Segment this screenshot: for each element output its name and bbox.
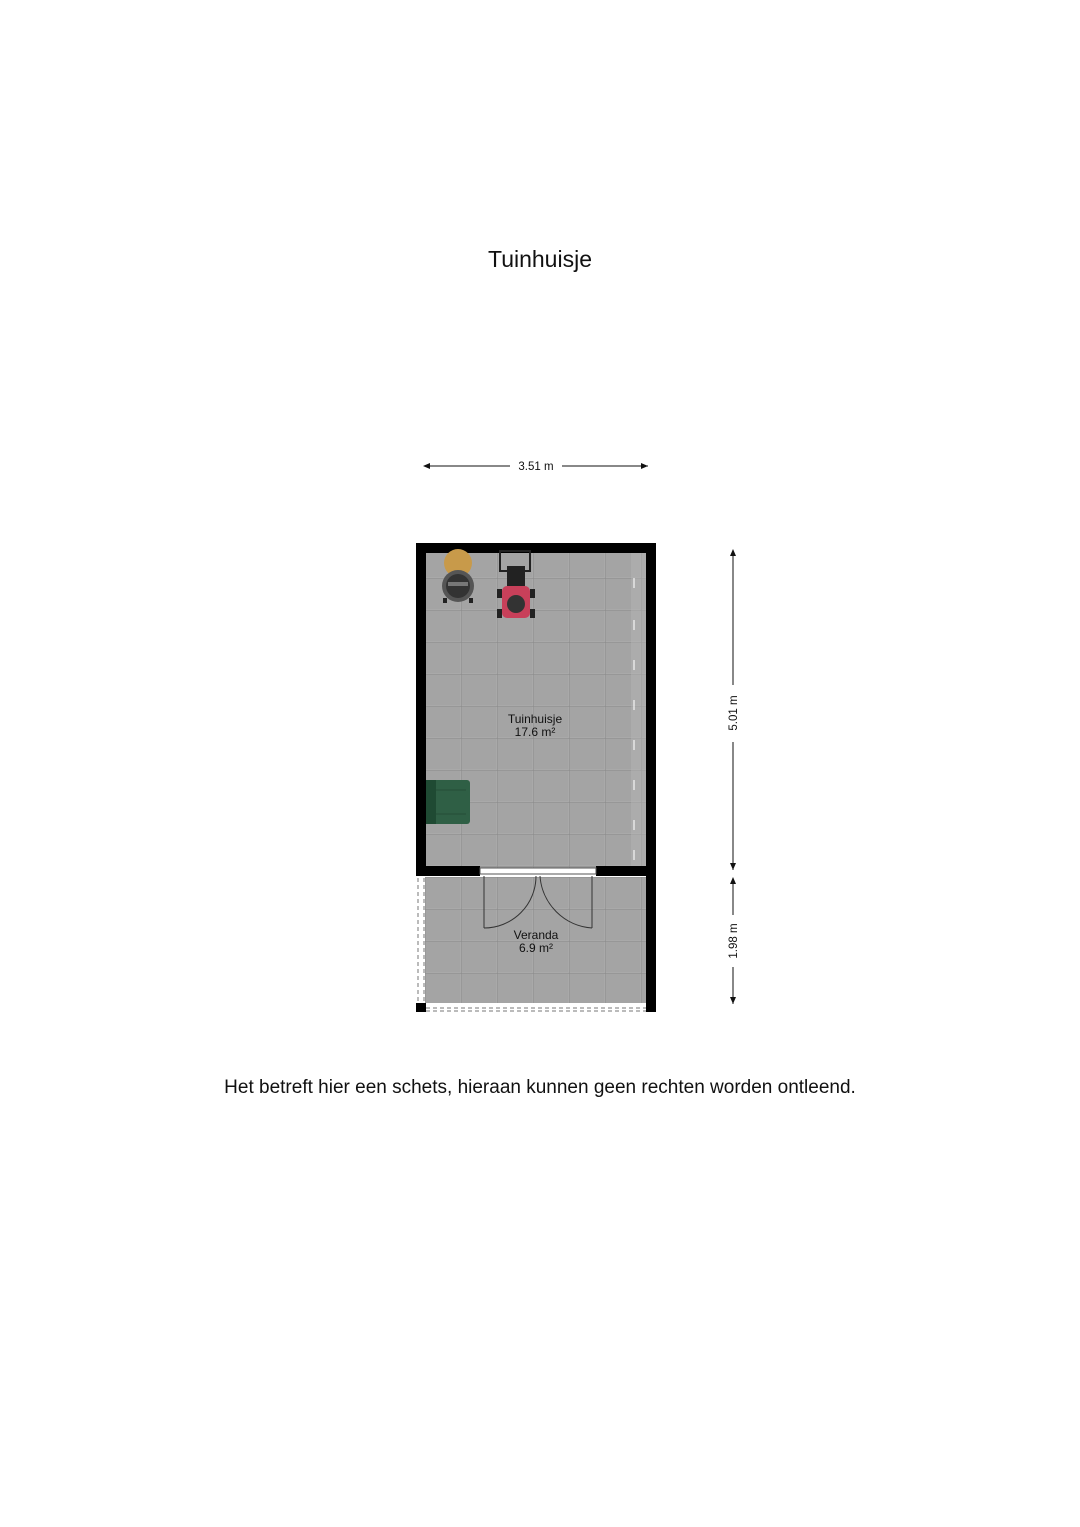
room-area: 6.9 m² [518, 941, 554, 955]
veranda-height-dimension [728, 878, 740, 1004]
room-name: Tuinhuisje [507, 712, 563, 726]
wheelie-bin-icon [426, 780, 470, 824]
room-label-shed [508, 712, 563, 739]
room-name: Veranda [513, 928, 559, 942]
shed-height-label: 5.01 m [728, 695, 740, 731]
room-label-veranda [514, 928, 559, 955]
veranda-height-label: 1.98 m [728, 923, 740, 959]
page-title: Tuinhuisje [488, 246, 592, 272]
width-label: 3.51 m [518, 461, 554, 473]
width-dimension [424, 461, 648, 473]
shed-height-dimension [728, 550, 740, 870]
barbecue-icon [442, 549, 474, 603]
disclaimer: Het betreft hier een schets, hieraan kunnen geen rechten worden ontleend. [224, 1077, 856, 1098]
room-area: 17.6 m² [514, 725, 556, 739]
